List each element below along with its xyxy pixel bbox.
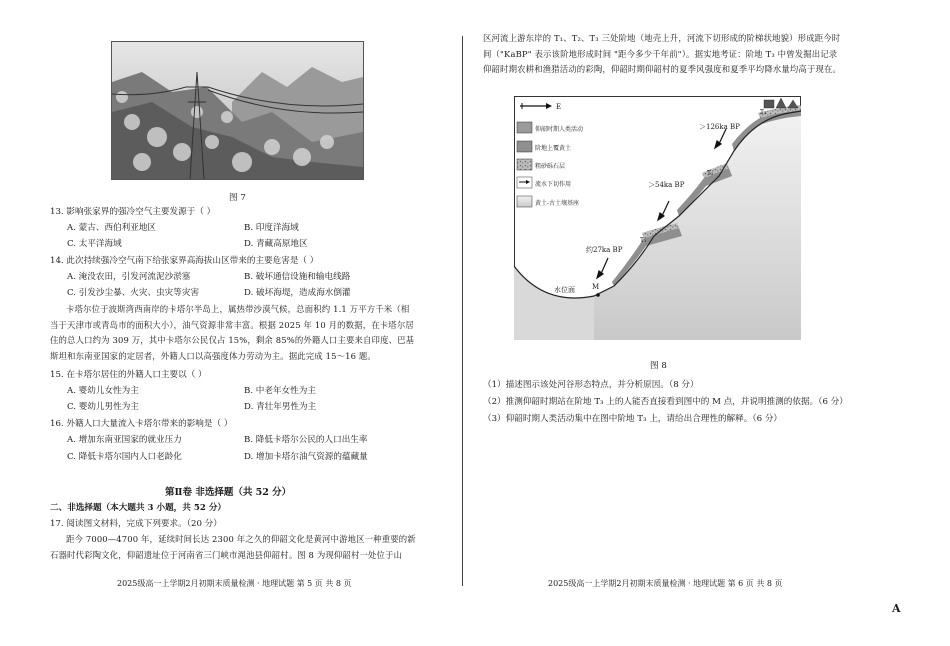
question-17-3: （3）仰韶时期人类活动集中在图中阶地 T₃ 上，请给出合理性的解释。（6 分） (483, 414, 783, 424)
age-label-126ka: ＞126ka BP (699, 123, 740, 131)
q16-option-a: A. 增加东南亚国家的就业压力 (67, 435, 182, 445)
qatar-passage (50, 302, 430, 364)
paper-version-mark: A (892, 602, 901, 615)
q13-option-b: B. 印度洋海域 (244, 223, 299, 233)
q13-option-c: C. 太平洋海域 (67, 239, 122, 249)
legend-base: 黄土-古土壤基座 (535, 200, 580, 207)
q14-option-a: A. 淹没农田，引发河流泥沙淤塞 (67, 272, 191, 282)
east-label: E (556, 103, 562, 111)
legend-downcut: 流水下切作用 (535, 181, 572, 188)
q15-option-c: C. 婴幼儿男性为主 (67, 402, 139, 412)
q16-option-d: D. 增加卡塔尔油气资源的蕴藏量 (244, 452, 368, 462)
passage-line: 区河流上游东岸的 T₁、T₂、T₃ 三处阶地（地壳上升，河流下切形成的阶梯状地貌）形成距今时 (483, 33, 841, 43)
q13-option-a: A. 蒙古、西伯利亚地区 (67, 223, 157, 233)
q15-option-b: B. 中老年女性为主 (244, 386, 316, 396)
part-2-title: 第Ⅱ卷 非选择题（共 52 分） (165, 487, 292, 498)
passage-line: 仰韶时期农耕和渔猎活动的彩陶，仰韶时期仰韶村的夏季风强度和夏季平均降水量均高于现在。 (483, 64, 842, 74)
figure-8-caption: 图 8 (650, 361, 667, 371)
left-page-footer: 2025级高一上学期2月初期末质量检测 · 地理试题 第 5 页 共 8 页 (117, 579, 352, 588)
question-17-2: （2）推测仰韶时期站在阶地 T₃ 上的人能否直接看到图中的 M 点，并说明推测的依据。（6 分） (483, 397, 848, 407)
terrace-t3-label: T₃ (760, 109, 767, 116)
question-16-stem: 16. 外籍人口大量流入卡塔尔带来的影响是（ ） (50, 419, 233, 429)
yangshao-passage (50, 532, 440, 563)
legend-swatch-gravel (517, 159, 532, 170)
q14-option-c: C. 引发沙尘暴、火灾、虫灾等灾害 (67, 288, 200, 298)
passage-line: 间（"KaBP" 表示该阶地形成时间 "距今多少千年前"）。据实地考证：阶地 T₃ 中曾发掘出记录 (483, 48, 838, 59)
figure-8-terrace-diagram (514, 96, 801, 340)
q13-option-d: D. 青藏高原地区 (244, 239, 308, 249)
q14-option-d: D. 破坏海堤，造成海水倒灌 (244, 288, 351, 298)
q16-option-c: C. 降低卡塔尔国内人口老龄化 (67, 452, 182, 462)
question-13-stem: 13. 影响张家界的强冷空气主要发源于（ ） (50, 207, 216, 217)
passage-line: 当于天津市或青岛市的面积大小），油气资源非常丰富。根据 2025 年 10 月的数据，在卡塔尔居 (50, 319, 414, 330)
legend-swatch-base (517, 196, 532, 207)
section-2-heading: 二、非选择题（本大题共 3 小题，共 52 分） (50, 503, 227, 513)
legend-swatch-human-activity (517, 122, 532, 133)
legend-human-activity: 仰韶时期人类活动 (535, 126, 584, 133)
point-m-marker (596, 293, 600, 297)
passage-line: 卡塔尔位于波斯湾西南岸的卡塔尔半岛上，属热带沙漠气候，总面积约 1.1 万平方千米（相 (66, 304, 410, 314)
question-14-stem: 14. 此次持续强冷空气南下给张家界高海拔山区带来的主要危害是（ ） (50, 256, 319, 266)
legend-gravel: 粗砂砾石层 (535, 163, 566, 170)
water-level-label: 水位面 (554, 286, 575, 294)
figure-7-caption: 图 7 (229, 193, 246, 203)
passage-line: 石器时代彩陶文化，仰韶遗址位于河南省三门峡市渑池县仰韶村。图 8 为现仰韶村一处位于山 (50, 549, 403, 560)
question-15-stem: 15. 在卡塔尔居住的外籍人口主要以（ ） (50, 370, 207, 380)
legend-loess: 阶地上覆黄土 (535, 145, 572, 152)
mountain-forest-photo (112, 42, 363, 179)
legend-swatch-loess (517, 141, 532, 152)
passage-line: 住的总人口约为 309 万，其中卡塔尔公民仅占 15%，剩余 85%的外籍人口主要来自印度、巴基 (50, 335, 415, 345)
q14-option-b: B. 破坏通信设施和输电线路 (244, 272, 351, 282)
age-label-54ka: ＞54ka BP (648, 181, 685, 189)
question-17-stem: 17. 阅读图文材料，完成下列要求。（20 分） (50, 519, 222, 529)
passage-line: 斯坦和东南亚国家的定居者，外籍人口以高强度体力劳动为主。据此完成 15～16 题。 (50, 350, 376, 361)
right-page-footer: 2025级高一上学期2月初期末质量检测 · 地理试题 第 6 页 共 8 页 (548, 579, 783, 588)
figure-7-photo (111, 41, 364, 180)
terrace-t1-label: T₁ (640, 237, 647, 244)
q16-option-b: B. 降低卡塔尔公民的人口出生率 (244, 435, 368, 445)
terrace-t2-label: T₂ (707, 170, 714, 177)
passage-line: 距今 7000—4700 年，延续时间长达 2300 年之久的仰韶文化是黄河中游地区一种重要的新 (66, 534, 416, 544)
question-17-1: （1）描述图示该处河谷形态特点，并分析原因。（8 分） (483, 380, 699, 390)
age-label-27ka: 约27ka BP (586, 246, 623, 254)
q15-option-d: D. 青壮年男性为主 (244, 402, 317, 412)
point-m-label: M (592, 283, 600, 291)
page-divider (462, 36, 463, 586)
right-passage (483, 31, 883, 78)
q15-option-a: A. 婴幼儿女性为主 (67, 386, 139, 396)
